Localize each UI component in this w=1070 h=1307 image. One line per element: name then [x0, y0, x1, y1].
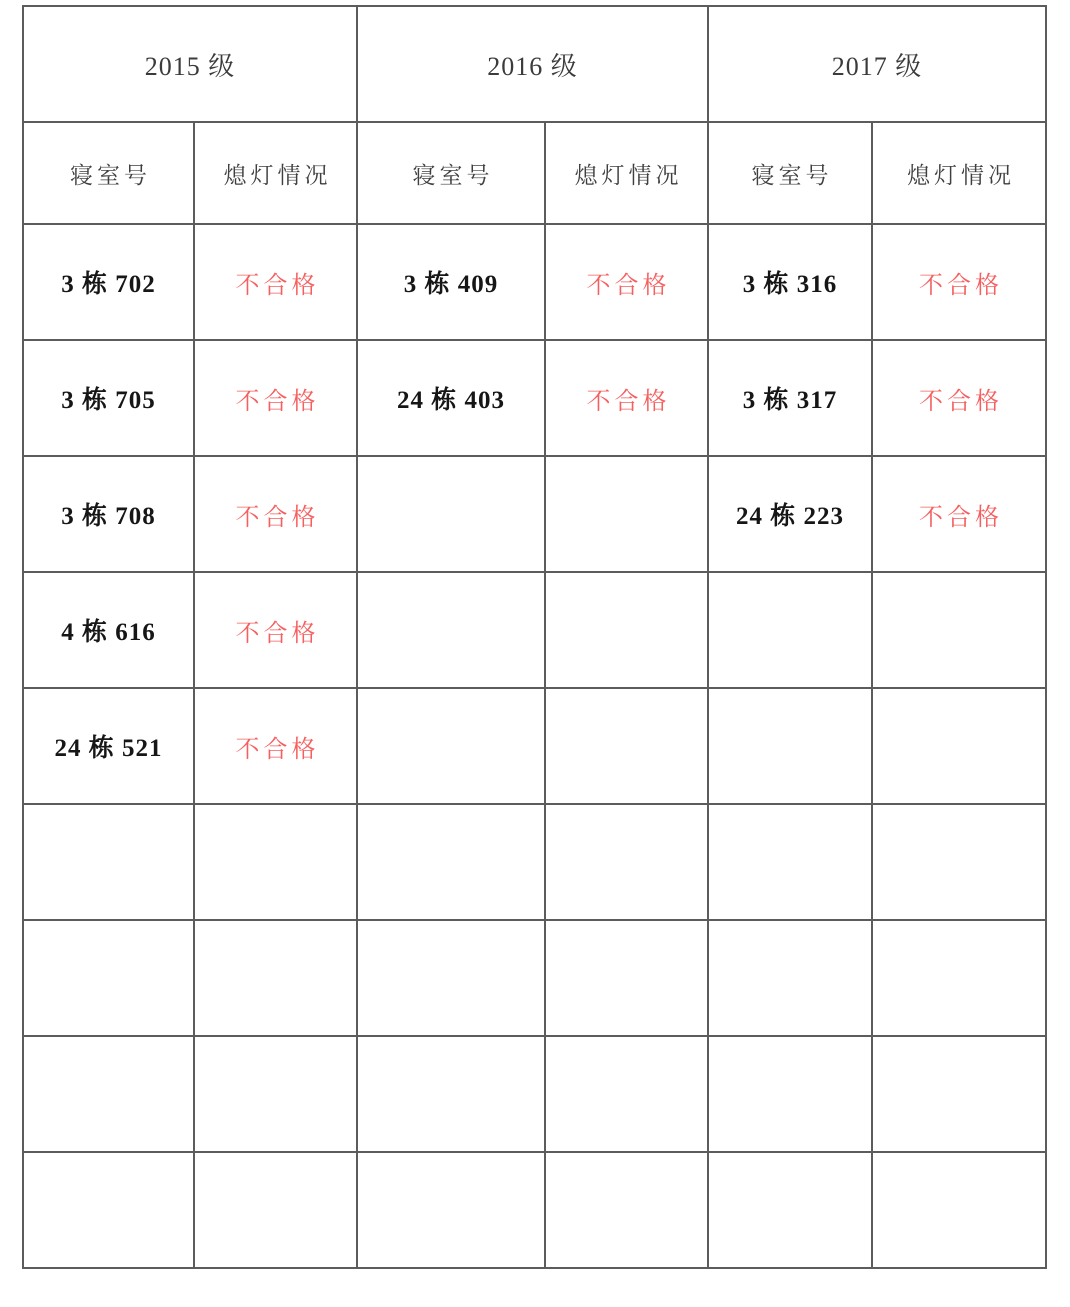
room-cell: 24 栋 403 [357, 340, 545, 456]
table-row [23, 920, 1046, 1036]
room-cell [357, 456, 545, 572]
room-cell: 24 栋 223 [708, 456, 872, 572]
room-cell [708, 572, 872, 688]
room-cell: 3 栋 705 [23, 340, 194, 456]
status-cell [194, 804, 357, 920]
status-cell [545, 920, 708, 1036]
status-cell: 不合格 [545, 340, 708, 456]
table-row [23, 572, 1046, 688]
room-cell [23, 920, 194, 1036]
room-cell [708, 920, 872, 1036]
room-cell [23, 804, 194, 920]
grade-header-2016: 2016 级 [357, 6, 708, 122]
room-cell [23, 1036, 194, 1152]
status-cell [872, 804, 1046, 920]
status-cell [545, 688, 708, 804]
status-cell: 不合格 [872, 340, 1046, 456]
room-cell [357, 804, 545, 920]
room-cell: 3 栋 317 [708, 340, 872, 456]
status-cell [545, 1152, 708, 1268]
status-cell [545, 804, 708, 920]
room-cell [708, 804, 872, 920]
status-cell: 不合格 [872, 456, 1046, 572]
room-number-header: 寝室号 [357, 122, 545, 224]
room-cell [357, 1152, 545, 1268]
grade-header-2015: 2015 级 [23, 6, 357, 122]
room-cell [708, 1152, 872, 1268]
status-cell [872, 572, 1046, 688]
table-row [23, 1036, 1046, 1152]
room-cell [708, 688, 872, 804]
status-cell: 不合格 [194, 456, 357, 572]
room-cell [357, 572, 545, 688]
status-cell: 不合格 [194, 572, 357, 688]
table-row [23, 804, 1046, 920]
status-cell: 不合格 [545, 224, 708, 340]
table-row [23, 340, 1046, 456]
lights-out-status-header: 熄灯情况 [194, 122, 357, 224]
room-cell [357, 920, 545, 1036]
status-cell [872, 1152, 1046, 1268]
room-number-header: 寝室号 [708, 122, 872, 224]
room-cell: 3 栋 702 [23, 224, 194, 340]
status-cell: 不合格 [194, 340, 357, 456]
lights-out-status-header: 熄灯情况 [872, 122, 1046, 224]
table-row [23, 224, 1046, 340]
room-cell: 4 栋 616 [23, 572, 194, 688]
status-cell [872, 920, 1046, 1036]
status-cell: 不合格 [194, 224, 357, 340]
room-number-header: 寝室号 [23, 122, 194, 224]
status-cell [545, 572, 708, 688]
room-cell: 3 栋 409 [357, 224, 545, 340]
grade-header-2017: 2017 级 [708, 6, 1046, 122]
status-cell [545, 456, 708, 572]
table-row [23, 456, 1046, 572]
lights-out-inspection-table [22, 5, 1047, 1269]
room-cell [708, 1036, 872, 1152]
room-cell [357, 1036, 545, 1152]
room-cell: 3 栋 708 [23, 456, 194, 572]
column-header-row [23, 122, 1046, 224]
status-cell: 不合格 [872, 224, 1046, 340]
lights-out-status-header: 熄灯情况 [545, 122, 708, 224]
status-cell [194, 920, 357, 1036]
room-cell [357, 688, 545, 804]
status-cell [872, 688, 1046, 804]
room-cell [23, 1152, 194, 1268]
status-cell [194, 1152, 357, 1268]
status-cell: 不合格 [194, 688, 357, 804]
room-cell: 24 栋 521 [23, 688, 194, 804]
table-row [23, 688, 1046, 804]
status-cell [545, 1036, 708, 1152]
status-cell [872, 1036, 1046, 1152]
grade-header-row [23, 6, 1046, 122]
room-cell: 3 栋 316 [708, 224, 872, 340]
status-cell [194, 1036, 357, 1152]
table-row [23, 1152, 1046, 1268]
